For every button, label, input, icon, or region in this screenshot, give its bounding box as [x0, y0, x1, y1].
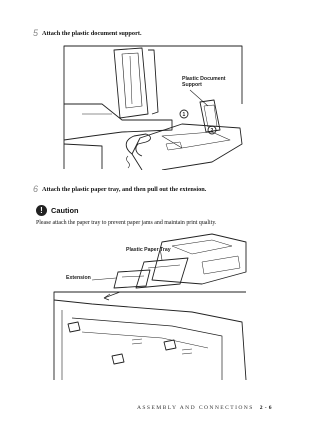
step-6-heading: [33, 184, 206, 194]
caution-label: Caution: [51, 206, 79, 215]
step-text: Attach the plastic document support.: [42, 30, 142, 37]
page-footer: [137, 405, 272, 411]
caution-heading: [36, 205, 79, 216]
marker-2-label: 2: [210, 128, 214, 134]
paper-tray-illustration: [52, 232, 248, 382]
caution-icon: !: [36, 205, 47, 216]
step-5-heading: [33, 28, 142, 38]
step-number: 6: [33, 184, 39, 194]
paper-tray-callout: Plastic Paper Tray: [126, 247, 171, 253]
document-support-callout: Plastic Document Support: [182, 76, 226, 88]
footer-section: ASSEMBLY AND CONNECTIONS: [136, 405, 254, 411]
document-support-illustration: [62, 44, 244, 170]
caution-text: Please attach the paper tray to prevent paper jams and maintain print quality.: [36, 220, 217, 226]
extension-callout: Extension: [66, 275, 91, 281]
marker-1-label: 1: [182, 112, 186, 118]
step-number: 5: [33, 28, 39, 38]
page-number: 2 - 6: [259, 405, 272, 411]
step-text: Attach the plastic paper tray, and then pull out the extension.: [42, 186, 207, 193]
